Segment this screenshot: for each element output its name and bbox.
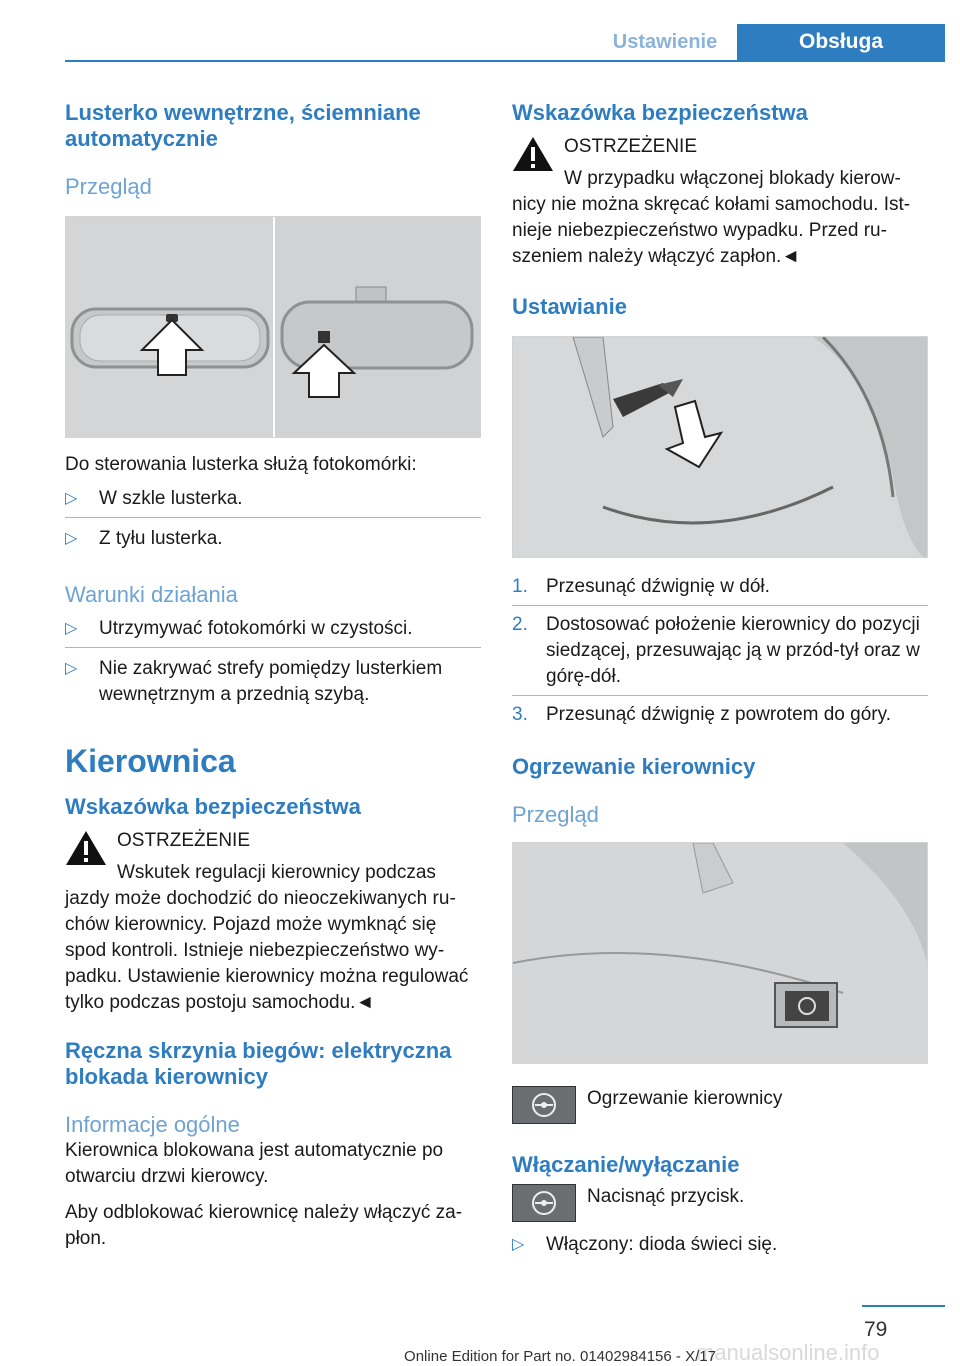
steering-heating-icon[interactable]	[512, 1184, 576, 1222]
general-heading: Informacje ogólne	[65, 1112, 240, 1137]
heating-overview-heading: Przegląd	[512, 802, 599, 827]
safety-heading-left: Wskazówka bezpieczeństwa	[65, 794, 361, 819]
mirror-title: Lusterko wewnętrzne, ściemniane automatycznie	[65, 100, 421, 151]
steering-lever-drawing	[513, 337, 927, 557]
warning-block-left	[65, 828, 481, 1016]
heating-heading: Ogrzewanie kierownicy	[512, 754, 756, 779]
overview-heading: Przegląd	[65, 174, 152, 199]
warning-block-right	[512, 134, 928, 270]
safety-heading-right: Wskazówka bezpieczeństwa	[512, 100, 808, 125]
step-text: Przesunąć dźwignię w dół.	[546, 576, 770, 597]
general-p2: Aby odblokować kierownicę należy włączyć zapłon.	[65, 1202, 463, 1249]
divider	[512, 605, 928, 606]
adjust-heading: Ustawianie	[512, 294, 627, 319]
heating-drawing	[513, 843, 927, 1063]
triangle-bullet-icon: ▷	[65, 490, 78, 507]
list-item	[512, 702, 928, 728]
triangle-bullet-icon: ▷	[65, 660, 78, 677]
step-text: Dostosować położenie kierownicy do pozycji siedzącej, przesuwając ją w przód-tył oraz w górę-dół.	[546, 614, 920, 687]
page-number: 79	[864, 1318, 888, 1341]
step-text: Przesunąć dźwignię z powrotem do góry.	[546, 704, 891, 725]
list-item-text: Włączony: dioda świeci się.	[546, 1234, 778, 1255]
steering-title: Kierownica	[65, 743, 236, 779]
list-item-text: Utrzymywać fotokomórki w czystości.	[99, 618, 413, 639]
warning-label: OSTRZEŻENIE	[117, 830, 251, 851]
left-column	[65, 100, 481, 1252]
footer-rule	[862, 1305, 945, 1307]
divider	[65, 647, 481, 648]
right-column	[512, 100, 928, 1258]
step-number: 2.	[512, 614, 528, 635]
list-item	[65, 616, 481, 642]
list-item-text: Z tyłu lusterka.	[99, 528, 223, 549]
warning-triangle-icon	[512, 136, 554, 172]
warning-label: OSTRZEŻENIE	[564, 136, 698, 157]
list-item-text: W szkle lusterka.	[99, 488, 243, 509]
list-item-text: Nie zakrywać strefy pomiędzy lusterkiem wewnętrznym a przednią szybą.	[99, 658, 443, 705]
press-text: Nacisnąć przycisk.	[587, 1186, 745, 1207]
triangle-bullet-icon: ▷	[512, 1236, 525, 1253]
triangle-bullet-icon: ▷	[65, 530, 78, 547]
step-number: 1.	[512, 576, 528, 597]
photocell-intro: Do sterowania lusterka służą fotokomórki:	[65, 454, 417, 475]
divider	[65, 517, 481, 518]
warning-text: Wskutek regulacji kierownicy podczas jazdy może dochodzić do nieoczekiwanych ruchów kierownicy. Pojazd może wymknąć się spod kontroli. Istnieje niebezpieczeństwo wypadku. Ustawienie kierownicy można regulować tylko podczas postoju samochodu.◄	[65, 862, 469, 1013]
list-item	[65, 656, 481, 708]
manual-heading: Ręczna skrzynia biegów: elektryczna blokada kierownicy	[65, 1038, 452, 1089]
watermark: manualsonline.info	[696, 1340, 880, 1365]
list-item	[512, 574, 928, 600]
onoff-heading: Włączanie/wyłączanie	[512, 1152, 740, 1177]
step-number: 3.	[512, 704, 528, 725]
list-item	[65, 486, 481, 512]
mirror-drawing	[66, 217, 480, 437]
list-item	[512, 1232, 928, 1258]
edition-footer: Online Edition for Part no. 01402984156 - X/17	[404, 1348, 716, 1365]
tab-obsluga[interactable]: Obsługa	[737, 24, 945, 60]
warning-triangle-icon	[65, 830, 107, 866]
photocell-list	[65, 486, 481, 552]
press-row	[512, 1184, 928, 1224]
heating-label-row	[512, 1086, 928, 1126]
steps-list	[512, 574, 928, 728]
mirror-illustration	[65, 216, 481, 438]
general-p1: Kierownica blokowana jest automatycznie po otwarciu drzwi kierowcy.	[65, 1140, 444, 1187]
tab-ustawienie[interactable]: Ustawienie	[612, 31, 718, 53]
heating-label: Ogrzewanie kierownicy	[587, 1088, 783, 1109]
on-list	[512, 1232, 928, 1258]
warning-text: W przypadku włączonej blokady kierownicy nie można skręcać kołami samochodu. Istnieje niebezpieczeństwo wypadku. Przed ruszeniem należy włączyć zapłon.◄	[512, 168, 911, 267]
triangle-bullet-icon: ▷	[65, 620, 78, 637]
conditions-list	[65, 616, 481, 708]
steering-lever-illustration	[512, 336, 928, 558]
divider	[512, 695, 928, 696]
header-rule	[65, 60, 945, 62]
steering-heating-icon[interactable]	[512, 1086, 576, 1124]
list-item	[65, 526, 481, 552]
heating-button-illustration	[512, 842, 928, 1064]
conditions-heading: Warunki działania	[65, 582, 238, 607]
list-item	[512, 612, 928, 690]
